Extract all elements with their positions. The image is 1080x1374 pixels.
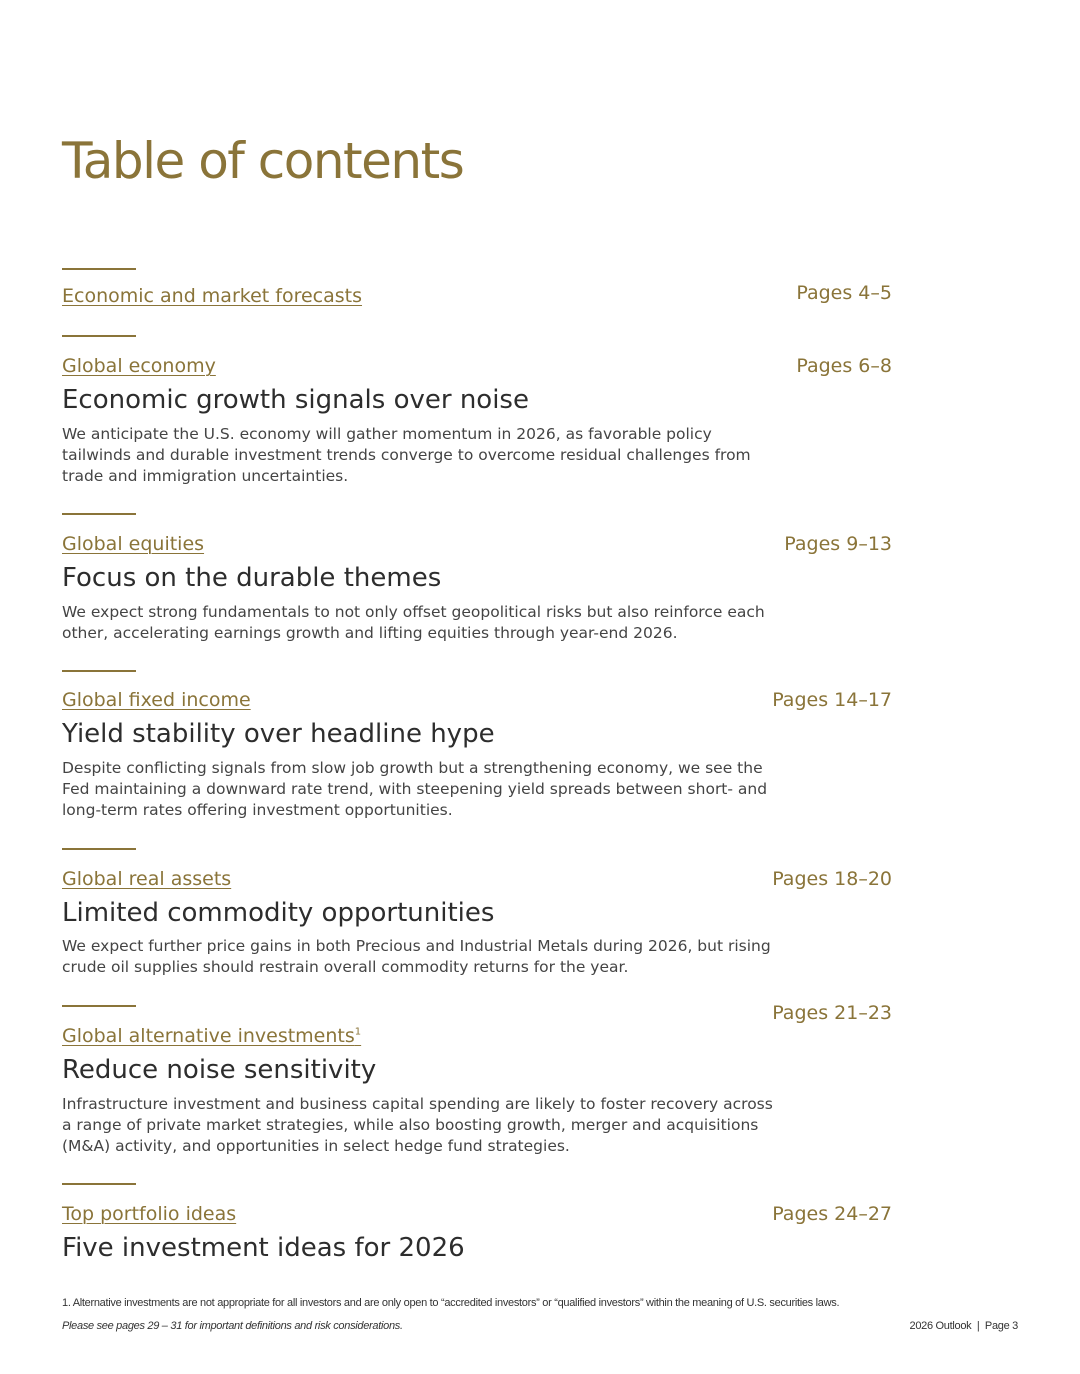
section-divider	[62, 1005, 136, 1007]
disclaimer: Please see pages 29 – 31 for important definitions and risk considerations.	[62, 1320, 403, 1332]
pages-label[interactable]: Pages 9–13	[784, 533, 892, 555]
section-heading: Five investment ideas for 2026	[62, 1233, 465, 1263]
footnote-mark: 1	[354, 1026, 362, 1038]
section-divider	[62, 1183, 136, 1185]
link-economic-market-forecasts[interactable]: Economic and market forecasts	[62, 285, 363, 307]
section-divider	[62, 848, 136, 850]
section-description: Despite conflicting signals from slow job growth but a strengthening economy, we see the Fed maintaining a downward rate trend, with steepening yield spreads between short- and long-term rates offering investment opportunities.	[62, 759, 768, 819]
section-divider	[62, 268, 136, 270]
pages-label[interactable]: Pages 21–23	[772, 1002, 892, 1024]
section-description: Infrastructure investment and business capital spending are likely to foster recovery across a range of private market strategies, while also boosting growth, merger and acquisitions (M&A) activity, and opportunities in select hedge fund strategies.	[62, 1095, 773, 1155]
section-description: We expect further price gains in both Precious and Industrial Metals during 2026, but rising crude oil supplies should restrain overall commodity returns for the year.	[62, 937, 771, 976]
page-title: Table of contents	[62, 132, 464, 190]
section-heading: Focus on the durable themes	[62, 563, 442, 593]
link-global-fixed-income[interactable]: Global fixed income	[62, 689, 251, 711]
pages-label[interactable]: Pages 14–17	[772, 689, 892, 711]
section-divider	[62, 513, 136, 515]
pages-label[interactable]: Pages 4–5	[796, 282, 892, 304]
section-heading: Reduce noise sensitivity	[62, 1055, 377, 1085]
pages-label[interactable]: Pages 24–27	[772, 1203, 892, 1225]
link-global-alternative-investments[interactable]	[62, 1025, 361, 1047]
section-description: We expect strong fundamentals to not only offset geopolitical risks but also reinforce each other, accelerating earnings growth and lifting equities through year-end 2026.	[62, 603, 765, 642]
pages-label[interactable]: Pages 18–20	[772, 868, 892, 890]
section-heading: Yield stability over headline hype	[62, 719, 495, 749]
section-heading: Economic growth signals over noise	[62, 385, 529, 415]
link-label: Global alternative investments	[62, 1025, 355, 1047]
link-global-equities[interactable]: Global equities	[62, 533, 205, 555]
section-divider	[62, 335, 136, 337]
link-global-economy[interactable]: Global economy	[62, 355, 216, 377]
link-global-real-assets[interactable]: Global real assets	[62, 868, 232, 890]
link-top-portfolio-ideas[interactable]: Top portfolio ideas	[62, 1203, 237, 1225]
pages-label[interactable]: Pages 6–8	[796, 355, 892, 377]
section-heading: Limited commodity opportunities	[62, 898, 495, 928]
footnote: 1. Alternative investments are not appropriate for all investors and are only open to “accredited investors” or “qualified investors” within the meaning of U.S. securities laws.	[62, 1297, 840, 1309]
section-description: We anticipate the U.S. economy will gather momentum in 2026, as favorable policy tailwinds and durable investment trends converge to overcome residual challenges from trade and immigration uncertainties.	[62, 425, 751, 485]
page-number-label: 2026 Outlook | Page 3	[909, 1320, 1018, 1332]
section-divider	[62, 670, 136, 672]
